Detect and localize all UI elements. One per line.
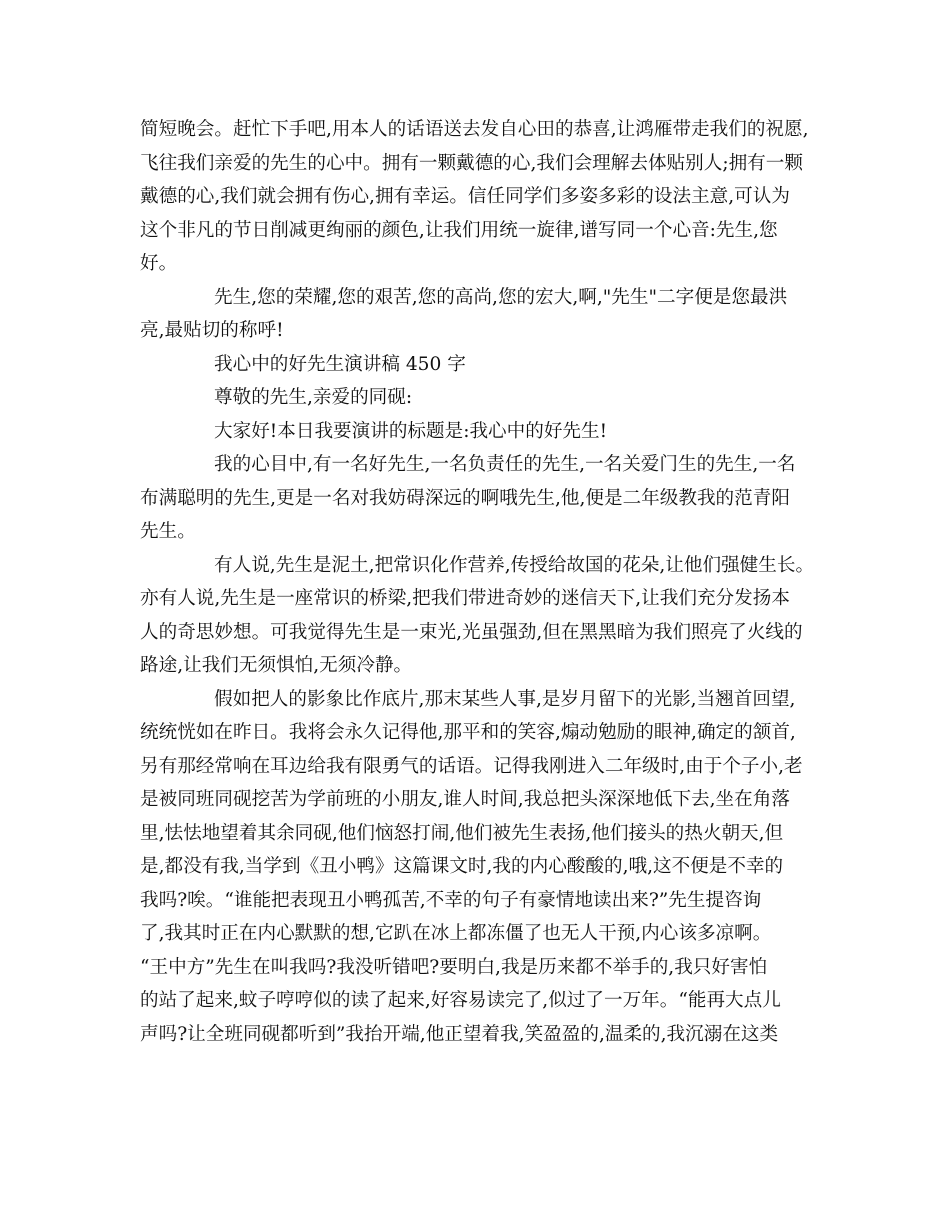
text-line: 是被同班同砚挖苦为学前班的小朋友,谁人时间,我总把头深深地低下去,坐在角落 <box>140 789 790 810</box>
text-line: 先生。 <box>140 521 196 542</box>
text-line: 是,都没有我,当学到《丑小鸭》这篇课文时,我的内心酸酸的,哦,这不便是不幸的 <box>140 856 784 877</box>
document-body <box>140 113 830 1051</box>
text-line: 里,怯怯地望着其余同砚,他们恼怒打闹,他们被先生表扬,他们接头的热火朝天,但 <box>140 822 784 844</box>
text-line: 尊敬的先生,亲爱的同砚: <box>214 387 413 408</box>
text-line: 假如把人的影象比作底片,那末某些人事,是岁月留下的光影,当翘首回望, <box>214 688 796 710</box>
text-line: 简短晚会。赶忙下手吧,用本人的话语送去发自心田的恭喜,让鸿雁带走我们的祝愿, <box>140 119 809 140</box>
text-line: 有人说,先生是泥土,把常识化作营养,传授给故国的花朵,让他们强健生长。 <box>214 554 815 576</box>
text-line: 另有那经常响在耳边给我有限勇气的话语。记得我刚进入二年级时,由于个子小,老 <box>140 755 803 777</box>
text-line: 了,我其时正在内心默默的想,它趴在冰上都冻僵了也无人干预,内心该多凉啊。 <box>140 923 772 944</box>
text-line: 好。 <box>140 253 178 274</box>
text-line: 飞往我们亲爱的先生的心中。拥有一颗戴德的心,我们会理解去体贴别人;拥有一颗 <box>140 152 803 174</box>
text-line: 这个非凡的节日削减更绚丽的颜色,让我们用统一旋律,谱写同一个心音:先生,您 <box>140 219 778 241</box>
text-line: 先生,您的荣耀,您的艰苦,您的高尚,您的宏大,啊,"先生"二字便是您最洪 <box>214 286 788 308</box>
text-line: 的站了起来,蚊子哼哼似的读了起来,好容易读完了,似过了一万年。“能再大点儿 <box>140 990 781 1011</box>
text-line: 我的心目中,有一名好先生,一名负责任的先生,一名关爱门生的先生,一名 <box>214 454 796 475</box>
text-line: 亦有人说,先生是一座常识的桥梁,把我们带进奇妙的迷信天下,让我们充分发扬本 <box>140 588 790 609</box>
text-line: “王中方”先生在叫我吗?我没听错吧?要明白,我是历来都不举手的,我只好害怕 <box>140 956 768 978</box>
text-line: 布满聪明的先生,更是一名对我妨碍深远的啊哦先生,他,便是二年级教我的范青阳 <box>140 487 790 509</box>
text-line: 统统恍如在昨日。我将会永久记得他,那平和的笑容,煽动勉励的眼神,确定的颔首, <box>140 722 796 743</box>
text-line: 声吗?让全班同砚都听到”我抬开端,他正望着我,笑盈盈的,温柔的,我沉溺在这类 <box>140 1023 779 1045</box>
text-line: 大家好!本日我要演讲的标题是:我心中的好先生! <box>214 420 608 442</box>
text-line: 路途,让我们无须惧怕,无须冷静。 <box>140 655 413 676</box>
text-line: 亮,最贴切的称呼! <box>140 320 284 341</box>
text-line: 我心中的好先生演讲稿 450 字 <box>214 353 466 375</box>
text-line: 人的奇思妙想。可我觉得先生是一束光,光虽强劲,但在黑黑暗为我们照亮了火线的 <box>140 621 803 643</box>
text-line: 戴德的心,我们就会拥有伤心,拥有幸运。信任同学们多姿多彩的设法主意,可认为 <box>140 186 790 207</box>
text-line: 我吗?唉。“谁能把表现丑小鸭孤苦,不幸的句子有豪情地读出来?”先生提咨询 <box>140 889 762 911</box>
